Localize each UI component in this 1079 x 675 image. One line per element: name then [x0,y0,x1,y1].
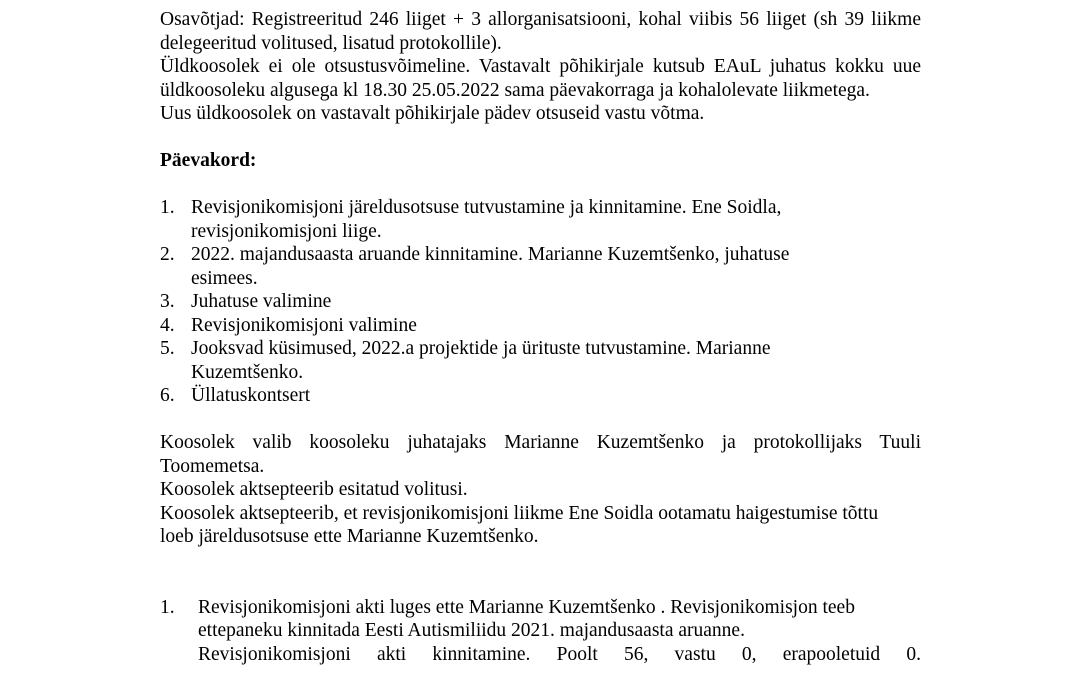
document-page [160,8,921,666]
attendees-paragraph: Osavõtjad: Registreeritud 246 liiget + 3 allorganisatsiooni, kohal viibis 56 liiget (sh 39 liikme delegeeritud volitused, lisatud protokollile). [160,9,921,54]
agenda-item-number: 6. [160,385,175,406]
agenda-item-number: 2. [160,244,175,265]
competence-paragraph: Uus üldkoosolek on vastavalt põhikirjale pädev otsuseid vastu võtma. [160,103,705,124]
agenda-item [160,243,860,290]
decisions-list [160,596,921,667]
agenda-item-text: Üllatuskontsert [191,385,311,406]
decision-item-number: 1. [160,596,175,618]
agenda-item-text: 2022. majandusaasta aruande kinnitamine. Marianne Kuzemtšenko, juhatuse esimees. [191,244,790,289]
blank-line [160,173,921,197]
agenda-list [160,196,860,408]
reading-paragraph: Koosolek aktsepteerib, et revisjonikomisjoni liikme Ene Soidla ootamatu haigestumise tõttu loeb järeldusotsuse ette Marianne Kuzemtšenko. [160,502,879,547]
blank-line [160,126,921,150]
agenda-heading: Päevakord: [160,150,257,171]
agenda-item-text: Revisjonikomisjoni järeldusotsuse tutvustamine ja kinnitamine. Ene Soidla, revisjonikomisjoni liige. [191,197,782,242]
agenda-item-text: Juhatuse valimine [191,291,332,312]
blank-line [160,549,921,596]
agenda-item-text: Jooksvad küsimused, 2022.a projektide ja ürituste tutvustamine. Marianne Kuzemtšenko. [191,338,771,383]
decision-item [160,596,921,667]
agenda-item [160,337,860,384]
agenda-item-number: 4. [160,314,175,336]
quorum-paragraph: Üldkoosolek ei ole otsustusvõimeline. Vastavalt põhikirjale kutsub EAuL juhatus kokku uue üldkoosoleku algusega kl 18.30 25.05.2022 sama päevakorraga ja kohalolevate liikmetega. [160,56,921,101]
agenda-item-number: 1. [160,197,175,218]
agenda-item-number: 5. [160,338,175,359]
agenda-item [160,290,860,314]
mandates-paragraph: Koosolek aktsepteerib esitatud volitusi. [160,479,468,500]
decision-vote-text: Revisjonikomisjoni akti kinnitamine. Poolt 56, vastu 0, erapooletuid 0. [198,643,921,665]
agenda-item-text: Revisjonikomisjoni valimine [191,314,417,336]
agenda-item-number: 3. [160,291,175,312]
agenda-item [160,314,860,338]
chair-paragraph: Koosolek valib koosoleku juhatajaks Marianne Kuzemtšenko ja protokollijaks Tuuli Toomemetsa. [160,432,921,477]
decision-item-text: Revisjonikomisjoni akti luges ette Marianne Kuzemtšenko . Revisjonikomisjon teeb ettepaneku kinnitada Eesti Autismiliidu 2021. majandusaasta aruanne. [198,596,855,641]
agenda-item [160,196,860,243]
blank-line [160,408,921,432]
agenda-item [160,384,860,408]
